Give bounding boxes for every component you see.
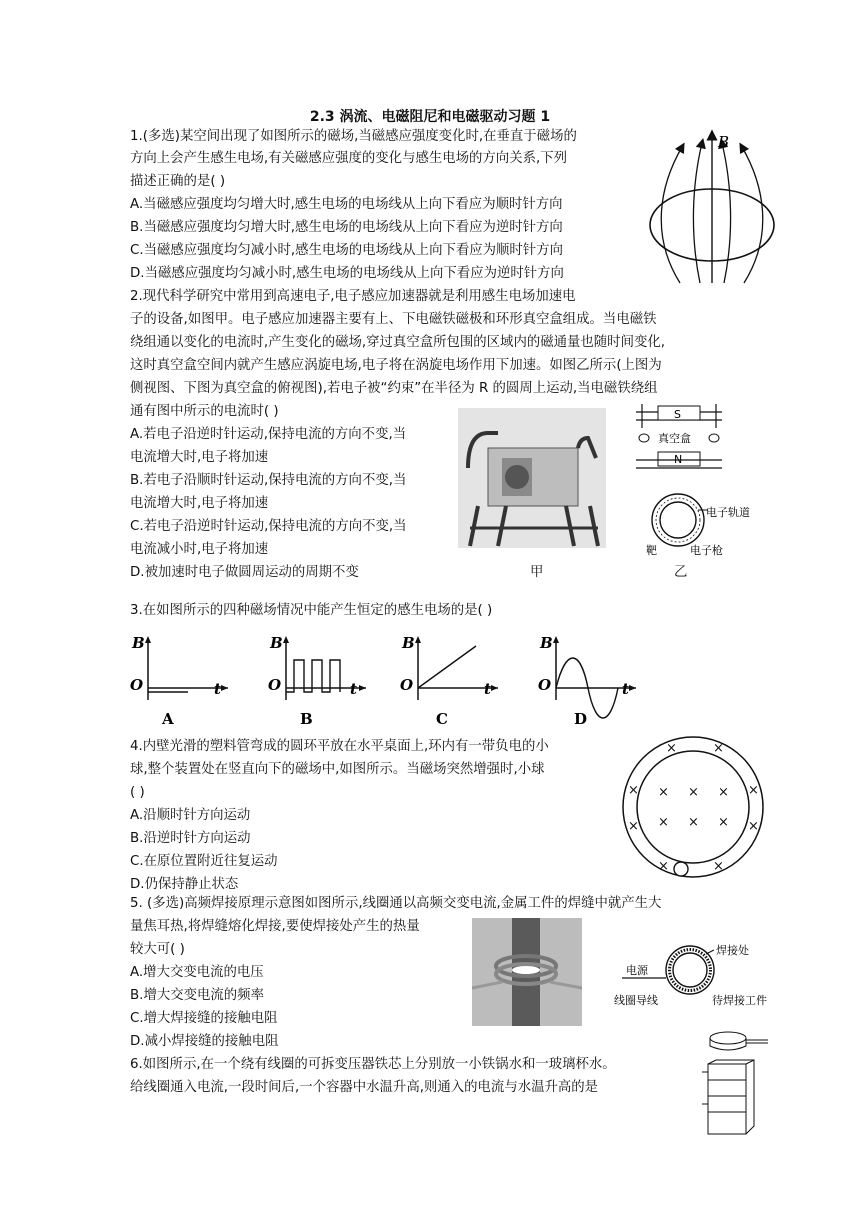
- q1-magnetic-field-figure: [640, 125, 790, 285]
- q2-option-b-2: 电流增大时,电子将加速: [130, 496, 269, 511]
- q3-text: 3.在如图所示的四种磁场情况中能产生恒定的感生电场的是( ): [130, 603, 493, 618]
- q4-option-c: C.在原位置附近往复运动: [130, 854, 278, 869]
- q6-line-2: 给线圈通入电流,一段时间后,一个容器中水温升高,则通入的电流与水温升高的是: [130, 1080, 599, 1095]
- q1-option-d: D.当磁感应强度均匀减小时,感生电场的电场线从上向下看应为逆时针方向: [130, 266, 564, 281]
- svg-text:×: ×: [688, 785, 699, 800]
- q2-gun-label: 电子枪: [690, 544, 723, 557]
- svg-text:×: ×: [718, 785, 729, 800]
- q5-option-b: B.增大交变电流的频率: [130, 988, 264, 1003]
- q2-side-and-top-view-figure: [628, 400, 768, 560]
- q1-option-b: B.当磁感应强度均匀增大时,感生电场的电场线从上向下看应为逆时针方向: [130, 220, 563, 235]
- q3-d-y-label: B: [540, 634, 553, 652]
- q2-line-5: 侧视图、下图为真空盒的俯视图),若电子被“约束”在半径为 R 的圆周上运动,当电磁铁绕组: [130, 381, 658, 396]
- svg-text:×: ×: [658, 859, 669, 874]
- q5-power-label: 电源: [626, 964, 648, 977]
- q5-option-a: A.增大交变电流的电压: [130, 965, 264, 980]
- svg-text:×: ×: [628, 819, 639, 834]
- q6-transformer-figure: [700, 1028, 774, 1136]
- q2-line-4: 这时真空盒空间内就产生感应涡旋电场,电子将在涡旋电场作用下加速。如图乙所示(上图为: [130, 358, 662, 373]
- q2-option-b-1: B.若电子沿顺时针运动,保持电流的方向不变,当: [130, 473, 407, 488]
- q3-a-letter: A: [162, 710, 174, 728]
- q5-weld-label: 焊接处: [716, 944, 749, 957]
- q4-line-3: ( ): [130, 785, 145, 800]
- q3-b-y-label: B: [270, 634, 283, 652]
- svg-text:×: ×: [713, 741, 724, 756]
- svg-text:×: ×: [718, 815, 729, 830]
- q2-line-1: 2.现代科学研究中常用到高速电子,电子感应加速器就是利用感生电场加速电: [130, 289, 576, 304]
- q5-line-2: 量焦耳热,将焊缝熔化焊接,要使焊接处产生的热量: [130, 919, 420, 934]
- q2-option-d: D.被加速时电子做圆周运动的周期不变: [130, 565, 359, 580]
- q1-option-c: C.当磁感应强度均匀减小时,感生电场的电场线从上向下看应为顺时针方向: [130, 243, 563, 258]
- q5-coil-label: 线圈导线: [614, 994, 658, 1007]
- q3-d-letter: D: [574, 710, 588, 728]
- q5-option-d: D.减小焊接缝的接触电阻: [130, 1034, 279, 1049]
- q4-option-a: A.沿顺时针方向运动: [130, 808, 251, 823]
- page-title: 2.3 涡流、电磁阻尼和电磁驱动习题 1: [309, 109, 551, 125]
- q4-ring-in-field-figure: [618, 734, 768, 880]
- q4-option-b: B.沿逆时针方向运动: [130, 831, 251, 846]
- svg-text:×: ×: [713, 859, 724, 874]
- q3-b-origin-label: O: [268, 676, 282, 694]
- q3-b-letter: B: [300, 710, 313, 728]
- svg-text:×: ×: [688, 815, 699, 830]
- svg-text:×: ×: [628, 783, 639, 798]
- q2-orbit-label: 电子轨道: [706, 506, 750, 519]
- q3-graph-c: [398, 628, 508, 728]
- q4-line-1: 4.内壁光滑的塑料管弯成的圆环平放在水平桌面上,环内有一带负电的小: [130, 739, 549, 754]
- q2-option-a-2: 电流增大时,电子将加速: [130, 450, 269, 465]
- q2-line-3: 绕组通以变化的电流时,产生变化的磁场,穿过真空盒所包围的区域内的磁通量也随时间变化,: [130, 335, 666, 350]
- q3-graph-d: [536, 628, 646, 728]
- q3-a-y-label: B: [132, 634, 145, 652]
- q3-graph-b: [266, 628, 376, 728]
- q5-line-1: 5. (多选)高频焊接原理示意图如图所示,线圈通以高频交变电流,金属工件的焊缝中就产生大: [130, 896, 662, 911]
- q3-c-letter: C: [436, 710, 448, 728]
- q2-fig-jia-label: 甲: [530, 565, 544, 580]
- q3-c-x-label: t: [484, 680, 491, 698]
- q2-fig-yi-label: 乙: [674, 565, 688, 580]
- q1-line-2: 方向上会产生感生电场,有关磁感应强度的变化与感生电场的方向关系,下列: [130, 151, 568, 166]
- q4-option-d: D.仍保持静止状态: [130, 877, 239, 892]
- svg-text:×: ×: [658, 815, 669, 830]
- q2-line-6: 通有图中所示的电流时( ): [130, 404, 279, 419]
- q3-a-x-label: t: [214, 680, 221, 698]
- q4-line-2: 球,整个装置处在竖直向下的磁场中,如图所示。当磁场突然增强时,小球: [130, 762, 545, 777]
- svg-text:×: ×: [748, 819, 759, 834]
- q5-option-c: C.增大焊接缝的接触电阻: [130, 1011, 278, 1026]
- q5-welding-diagram: [612, 940, 782, 1010]
- q5-line-3: 较大可( ): [130, 942, 185, 957]
- svg-text:×: ×: [666, 741, 677, 756]
- svg-text:×: ×: [748, 783, 759, 798]
- q2-accelerator-photo: [458, 408, 606, 548]
- svg-text:×: ×: [658, 785, 669, 800]
- q2-option-a-1: A.若电子沿逆时针运动,保持电流的方向不变,当: [130, 427, 407, 442]
- q2-vacuum-box-label: 真空盒: [658, 432, 691, 445]
- q6-line-1: 6.如图所示,在一个绕有线圈的可拆变压器铁芯上分别放一小铁锅水和一玻璃杯水。: [130, 1057, 616, 1072]
- q3-a-origin-label: O: [130, 676, 144, 694]
- q3-c-origin-label: O: [400, 676, 414, 694]
- q1-field-label: B: [718, 133, 730, 151]
- q2-line-2: 子的设备,如图甲。电子感应加速器主要有上、下电磁铁磁极和环形真空盒组成。当电磁铁: [130, 312, 657, 327]
- q3-c-y-label: B: [402, 634, 415, 652]
- q2-option-c-2: 电流减小时,电子将加速: [130, 542, 269, 557]
- q2-option-c-1: C.若电子沿逆时针运动,保持电流的方向不变,当: [130, 519, 407, 534]
- q3-graph-a: [128, 628, 238, 728]
- q5-workpiece-label: 待焊接工件: [712, 994, 767, 1007]
- q1-line-3: 描述正确的是( ): [130, 174, 226, 189]
- q3-b-x-label: t: [350, 680, 357, 698]
- q1-option-a: A.当磁感应强度均匀增大时,感生电场的电场线从上向下看应为顺时针方向: [130, 197, 563, 212]
- q2-target-label: 靶: [646, 544, 657, 557]
- q1-line-1: 1.(多选)某空间出现了如图所示的磁场,当磁感应强度变化时,在垂直于磁场的: [130, 129, 577, 144]
- q3-d-x-label: t: [622, 680, 629, 698]
- q3-d-origin-label: O: [538, 676, 552, 694]
- q2-s-pole-label: S: [674, 408, 681, 421]
- q5-welding-photo: [472, 918, 582, 1026]
